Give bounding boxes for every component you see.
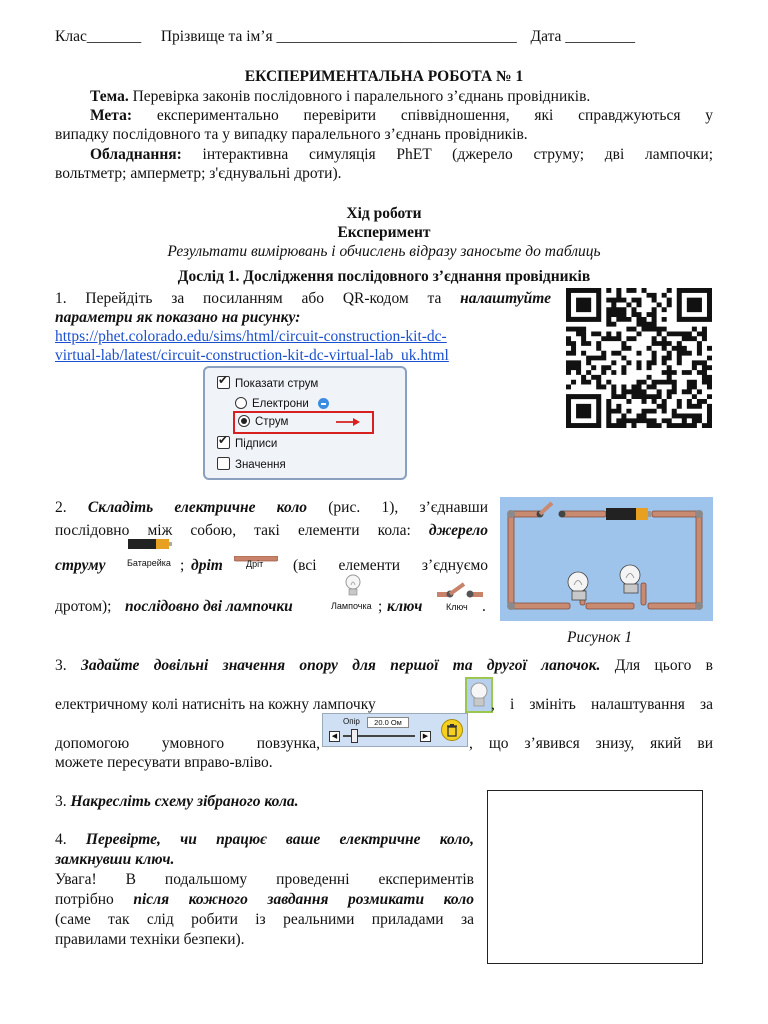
equipment-line2: вольтметр; амперметр; з'єднувальні дроти). xyxy=(55,165,342,182)
step1-bold1: налаштуйте xyxy=(460,290,551,307)
step3-text1: Для цього в xyxy=(600,657,713,674)
equipment-line1 xyxy=(90,145,713,164)
current-radio[interactable] xyxy=(238,415,250,427)
show-current-checkbox[interactable] xyxy=(217,376,230,389)
settings-panel xyxy=(203,366,407,480)
topic-label: Тема. xyxy=(90,88,129,105)
step2-line1 xyxy=(55,498,488,517)
step1-line1 xyxy=(55,289,551,308)
experiment-heading: Експеримент xyxy=(337,224,431,241)
step2-bold2: джерело xyxy=(428,522,488,539)
goal-line2: випадку послідовного та у випадку паралельного з’єднань провідників. xyxy=(55,126,528,143)
class-label: Клас_______ xyxy=(55,28,142,45)
step2-line2-text: послідовно між собою, такі елементи кола: xyxy=(55,522,429,539)
step2-bold6: ключ xyxy=(387,598,423,615)
results-note: Результати вимірювань і обчислень відразу заносьте до таблиць xyxy=(167,243,601,260)
step4-bold1: Перевірте, чи працює ваше електричне коло, xyxy=(85,831,474,848)
electrons-label: Електрони xyxy=(252,398,309,410)
step3-line2b: , і змініть налаштування за xyxy=(491,696,713,713)
page-title: ЕКСПЕРИМЕНТАЛЬНА РОБОТА № 1 xyxy=(244,68,524,85)
step4-line1 xyxy=(55,830,474,849)
step4-line3: Увага! В подальшому проведенні експериментів xyxy=(55,871,474,888)
step2-bold1: Складіть електричне коло xyxy=(87,499,308,516)
goal-text1: експериментально перевірити співвідношення, які справджуються у xyxy=(132,107,713,124)
step4-line2: замкнувши ключ. xyxy=(55,851,175,868)
step2-bold3: струму xyxy=(55,557,106,574)
qr-code xyxy=(566,288,712,428)
trial1-heading: Дослід 1. Дослідження послідовного з’єднання провідників xyxy=(177,268,591,285)
step1-line2: параметри як показано на рисунку: xyxy=(55,309,301,326)
step2-sep2: ; xyxy=(378,598,383,615)
step4-line4a: потрібно xyxy=(55,891,134,908)
bulb-icon xyxy=(345,573,361,604)
step4-line6: правилами техніки безпеки). xyxy=(55,931,245,948)
topic-line xyxy=(90,87,590,106)
labels-option[interactable] xyxy=(217,436,277,450)
step3b-line xyxy=(55,792,299,811)
step3-line3b: , що з’явився знизу, який ви xyxy=(469,735,713,752)
show-current-option[interactable] xyxy=(217,376,318,390)
battery-label: Батарейка xyxy=(127,558,171,568)
step2-end: . xyxy=(482,598,486,615)
circuit-figure xyxy=(500,497,713,621)
step3-bold1: Задайте довільні значення опору для першої та другої лапочок. xyxy=(80,657,601,674)
goal-line1 xyxy=(90,106,713,125)
slider-value: 20.0 Ом xyxy=(367,717,409,728)
resistance-slider-panel xyxy=(322,713,468,747)
arrow-right-icon xyxy=(335,417,361,427)
step2-text1: (рис. 1), з’єднавши xyxy=(307,499,489,516)
slider-thumb[interactable] xyxy=(351,729,358,743)
step2-num: 2. xyxy=(55,499,88,516)
phet-link-line2[interactable]: virtual-lab/latest/circuit-construction-kit-dc-virtual-lab_uk.html xyxy=(55,347,449,364)
phet-link-line1[interactable]: https://phet.colorado.edu/sims/html/circuit-construction-kit-dc- xyxy=(55,328,447,345)
switch-label: Ключ xyxy=(446,602,468,612)
step4-num: 4. xyxy=(55,831,86,848)
electrons-option[interactable] xyxy=(235,397,329,410)
topic-text: Перевірка законів послідовного і паралельного з’єднань провідників. xyxy=(128,88,591,105)
step3-line2a: електричному колі натисніть на кожну лампочку xyxy=(55,696,376,713)
equipment-text1: інтерактивна симуляція PhET (джерело струму; дві лампочки; xyxy=(181,146,713,163)
step2-line3 xyxy=(55,556,105,575)
current-label: Струм xyxy=(255,416,289,428)
show-current-label: Показати струм xyxy=(235,378,319,390)
values-option[interactable] xyxy=(217,457,286,471)
selected-bulb-icon xyxy=(465,677,493,713)
electron-icon xyxy=(318,398,329,409)
labels-label: Підписи xyxy=(235,438,278,450)
delete-button[interactable] xyxy=(441,719,463,741)
step4-line4 xyxy=(55,890,474,909)
figure1-caption: Рисунок 1 xyxy=(567,629,633,646)
procedure-heading: Хід роботи xyxy=(346,205,422,222)
wire-label: Дріт xyxy=(246,559,264,569)
step1-prefix: 1. Перейдіть за посиланням або QR-кодом та xyxy=(55,290,461,307)
battery-icon xyxy=(128,537,172,556)
step2-line2 xyxy=(55,521,488,540)
step3-num: 3. xyxy=(55,657,81,674)
step4-line5: (саме так слід робити із реальними приладами за xyxy=(55,911,474,928)
electrons-radio[interactable] xyxy=(235,397,247,409)
slider-increment-button[interactable]: ▶ xyxy=(420,731,431,742)
step2-line4a: дротом); xyxy=(55,598,112,615)
step2-text3: (всі елементи з’єднуємо xyxy=(293,557,488,574)
step2-bold5: послідовно дві лампочки xyxy=(125,598,293,615)
step3-line3a: допомогою умовного повзунка, xyxy=(55,735,320,752)
labels-checkbox[interactable] xyxy=(217,436,230,449)
step3b-bold: Накресліть схему зібраного кола. xyxy=(70,793,299,810)
goal-label: Мета: xyxy=(90,107,133,124)
step4-line4b: після кожного завдання розмикати коло xyxy=(133,891,474,908)
slider-label: Опір xyxy=(343,717,360,726)
circuit-drawing-box[interactable] xyxy=(487,790,703,964)
equipment-label: Обладнання: xyxy=(90,146,182,163)
step3-line4: можете пересувати вправо-вліво. xyxy=(55,754,273,771)
name-label: Прізвище та ім’я _______________________________ xyxy=(160,28,517,45)
bulb-label: Лампочка xyxy=(331,601,372,611)
step3-line1 xyxy=(55,656,713,675)
values-label: Значення xyxy=(235,459,286,471)
trash-icon xyxy=(442,720,462,740)
step2-sep1: ; xyxy=(180,557,185,574)
step3b-num: 3. xyxy=(55,793,71,810)
slider-decrement-button[interactable]: ◀ xyxy=(329,731,340,742)
date-label: Дата _________ xyxy=(530,28,636,45)
step2-bold4: дріт xyxy=(191,557,223,574)
values-checkbox[interactable] xyxy=(217,457,230,470)
current-option[interactable] xyxy=(238,415,288,428)
header-line xyxy=(55,27,715,46)
